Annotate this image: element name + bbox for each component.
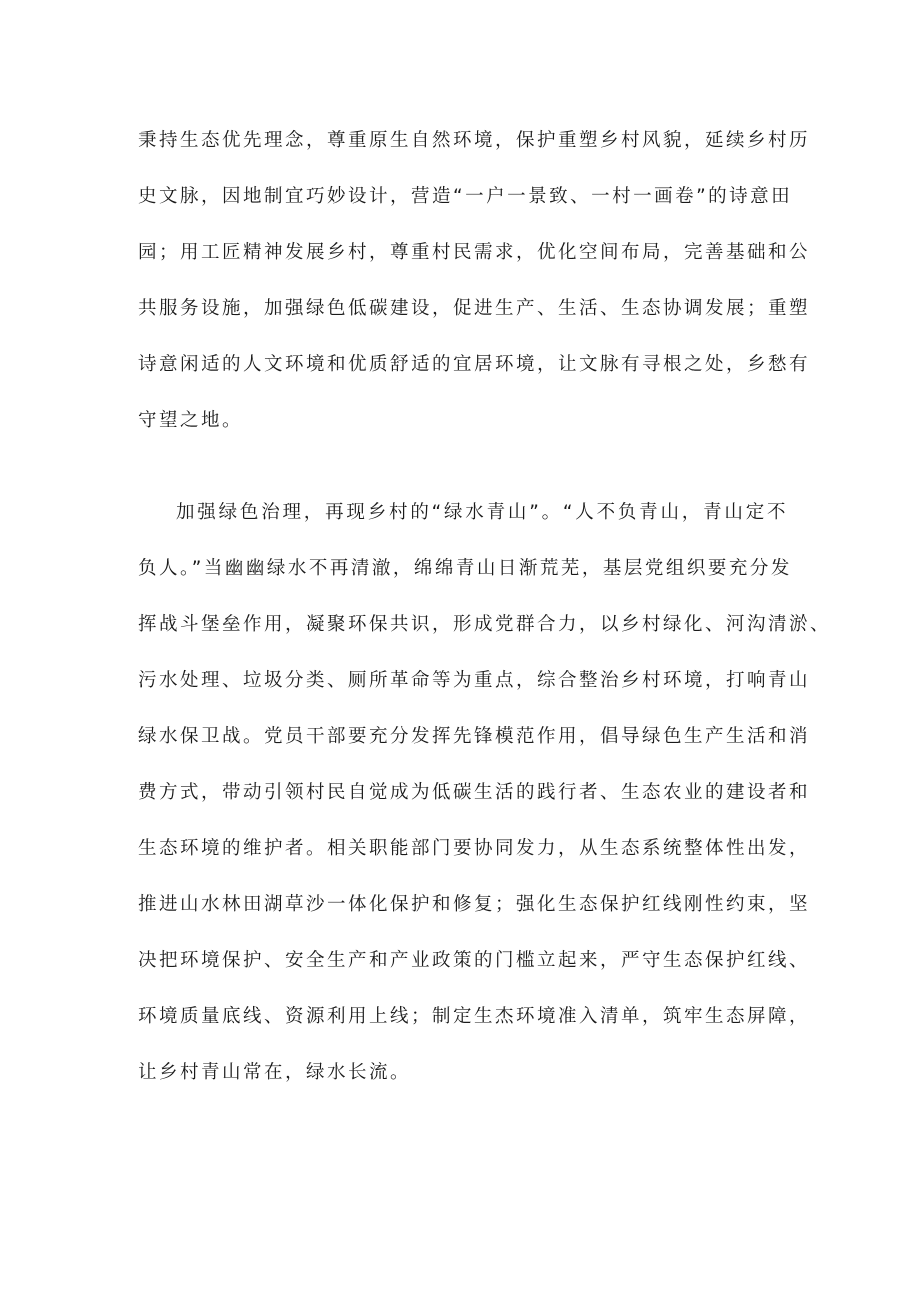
text-line: 挥战斗堡垒作用，凝聚环保共识，形成党群合力，以乡村绿化、河沟清淤、 (138, 614, 832, 635)
text-line: 污水处理、垃圾分类、厕所革命等为重点，综合整治乡村环境，打响青山 (138, 670, 811, 691)
text-line: 推进山水林田湖草沙一体化保护和修复；强化生态保护红线刚性约束，坚 (138, 894, 811, 915)
text-line: 绿水保卫战。党员干部要充分发挥先锋模范作用，倡导绿色生产生活和消 (138, 726, 811, 747)
text-line: 共服务设施，加强绿色低碳建设，促进生产、生活、生态协调发展；重塑 (138, 298, 811, 319)
text-line: 负人。”当幽幽绿水不再清澈，绵绵青山日渐荒芜，基层党组织要充分发 (138, 558, 792, 579)
text-line: 生态环境的维护者。相关职能部门要协同发力，从生态系统整体性出发， (138, 838, 811, 859)
text-line: 园；用工匠精神发展乡村，尊重村民需求，优化空间布局，完善基础和公 (138, 242, 811, 263)
text-line: 决把环境保护、安全生产和产业政策的门槛立起来，严守生态保护红线、 (138, 950, 811, 971)
text-line: 加强绿色治理，再现乡村的“绿水青山”。“人不负青山，青山定不 (176, 502, 788, 523)
text-line: 让乡村青山常在，绿水长流。 (138, 1062, 412, 1083)
text-line: 秉持生态优先理念，尊重原生自然环境，保护重塑乡村风貌，延续乡村历 (138, 130, 811, 151)
paragraph-ecological-design (138, 113, 811, 449)
text-line: 诗意闲适的人文环境和优质舒适的宜居环境，让文脉有寻根之处，乡愁有 (138, 354, 811, 375)
text-line: 守望之地。 (138, 410, 244, 431)
text-line: 费方式，带动引领村民自觉成为低碳生活的践行者、生态农业的建设者和 (138, 782, 811, 803)
text-line: 环境质量底线、资源利用上线；制定生杰环境准入清单，筑牢生态屏障， (138, 1006, 811, 1027)
paragraph-green-governance (138, 485, 832, 1101)
text-line: 史文脉，因地制宜巧妙设计，营造“一户一景致、一村一画卷”的诗意田 (138, 186, 793, 207)
